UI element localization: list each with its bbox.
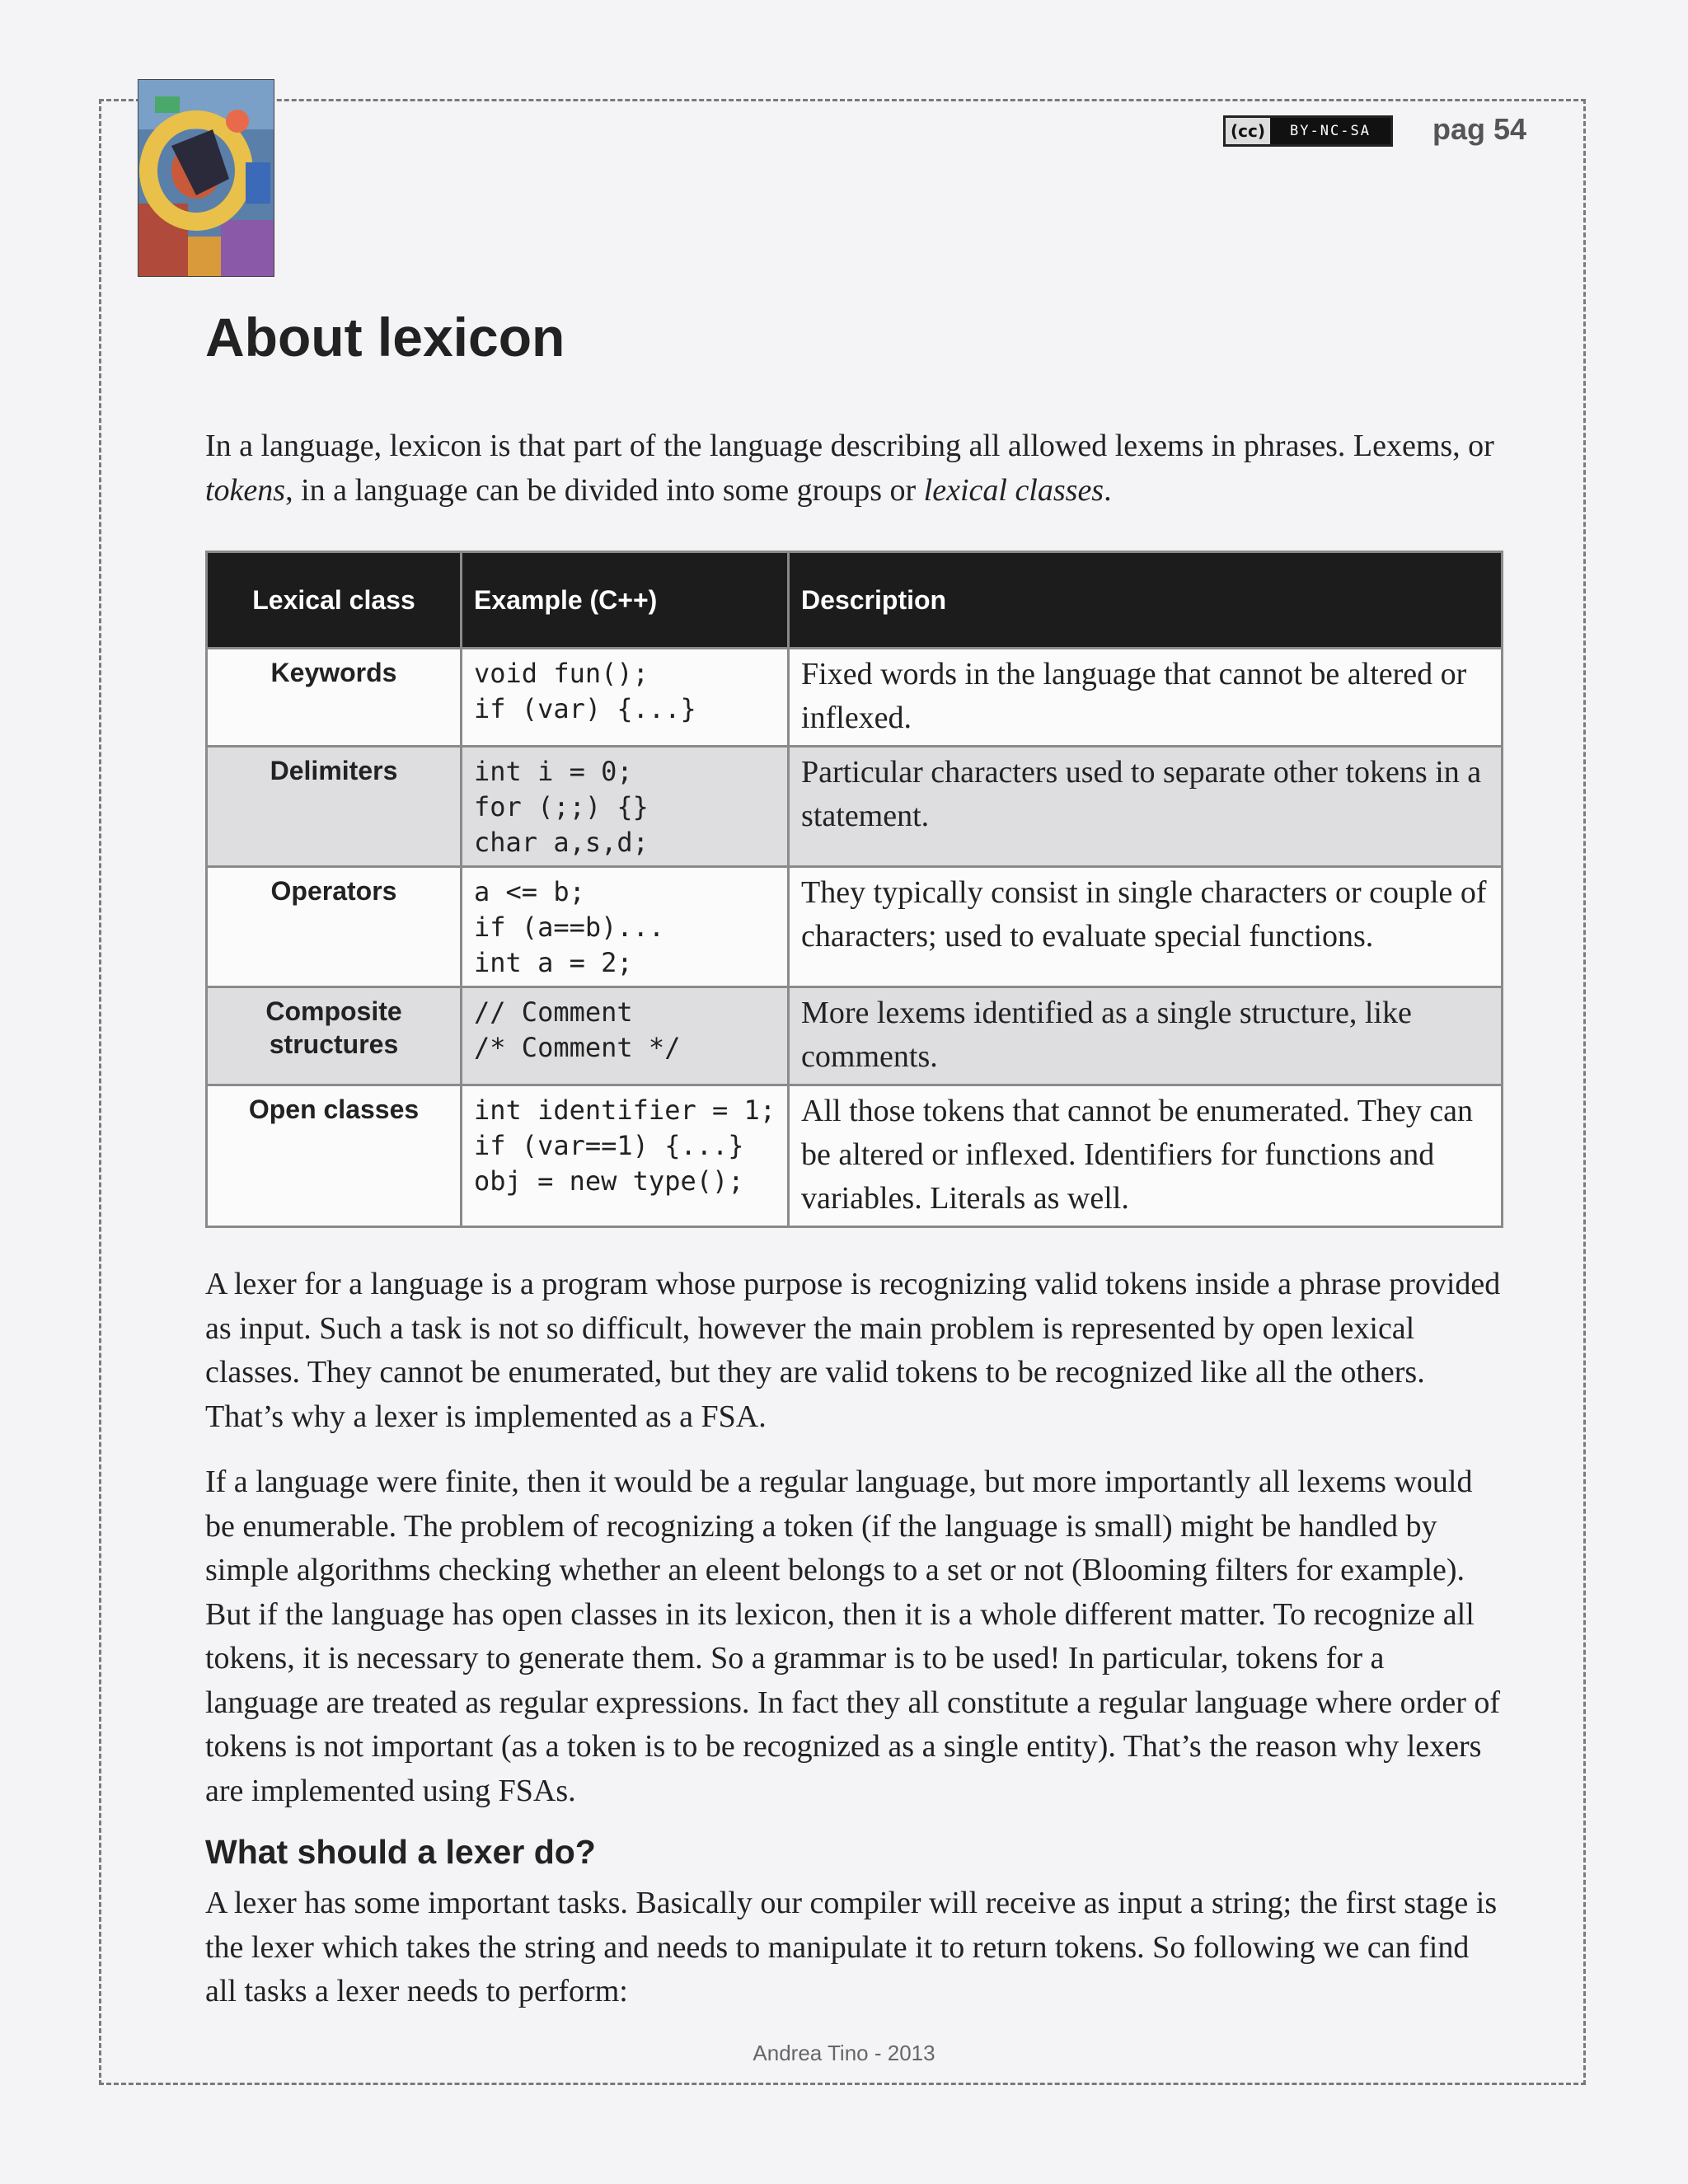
lexical-class-cell: Operators bbox=[207, 867, 462, 987]
description-cell: All those tokens that cannot be enumerated. They can be altered or inflexed. Identifiers for functions and variables. Literals as well. bbox=[789, 1085, 1503, 1227]
code-line: if (var==1) {...} bbox=[474, 1130, 744, 1162]
intro-text-1: In a language, lexicon is that part of the language describing all allowed lexems in phrases. Lexems, or bbox=[205, 429, 1494, 464]
license-badge[interactable] bbox=[1223, 115, 1393, 147]
page-footer: Andrea Tino - 2013 bbox=[753, 2041, 935, 2065]
lexer-paragraph: A lexer for a language is a program whose purpose is recognizing valid tokens inside a phrase provided as input. Such a task is not so difficult, however the main problem is represented by open lexical classes. They cannot be enumerated, but they are valid tokens to be recognized like all the others. That’s why a lexer is implemented as a FSA. bbox=[205, 1267, 1501, 1434]
lexical-class-table bbox=[205, 551, 1503, 1228]
code-line: a <= b; bbox=[474, 876, 585, 908]
finite-language-paragraph: If a language were finite, then it would be a regular language, but more importantly all lexems would be enumerable. The problem of recognizing a token (if the language is small) might be handled by simple algorithms checking whether an eleent belongs to a set or not (Blooming filters for example). But if the language has open classes in its lexicon, then it is a whole different matter. To recognize all tokens, it is necessary to generate them. So a grammar is to be used! In particular, tokens for a language are treated as regular expressions. In fact they all constitute a regular language where order of tokens is not important (as a token is to be recognized as a single entity). That’s the reason why lexers are implemented using FSAs. bbox=[205, 1465, 1501, 1808]
lexical-class-cell: Delimiters bbox=[207, 747, 462, 867]
code-line: void fun(); bbox=[474, 658, 649, 690]
column-header-example: Example (C++) bbox=[462, 552, 789, 649]
code-line: char a,s,d; bbox=[474, 827, 649, 859]
page-number: pag 54 bbox=[1432, 112, 1527, 146]
lexical-class-cell: Keywords bbox=[207, 649, 462, 747]
section-heading: What should a lexer do? bbox=[205, 1833, 596, 1872]
code-line: for (;;) {} bbox=[474, 791, 649, 823]
page-content bbox=[205, 305, 1503, 2014]
license-label: BY-NC-SA bbox=[1270, 118, 1390, 144]
table-row bbox=[207, 867, 1503, 987]
table-row bbox=[207, 1085, 1503, 1227]
section-paragraph: A lexer has some important tasks. Basically our compiler will receive as input a string; the first stage is the lexer which takes the string and needs to manipulate it to return tokens. So following we can find all tasks a lexer needs to perform: bbox=[205, 1886, 1498, 2009]
description-cell: More lexems identified as a single structure, like comments. bbox=[789, 987, 1503, 1085]
page-title: About lexicon bbox=[205, 307, 565, 368]
creative-commons-icon: (cc) bbox=[1226, 118, 1270, 144]
intro-emphasis-lexical-classes: lexical classes bbox=[923, 472, 1104, 508]
column-header-description: Description bbox=[789, 552, 1503, 649]
table-row bbox=[207, 987, 1503, 1085]
example-code-cell bbox=[462, 987, 789, 1085]
book-cover-thumbnail bbox=[138, 79, 274, 277]
lexical-class-cell: Composite structures bbox=[207, 987, 462, 1085]
description-cell: Fixed words in the language that cannot be altered or inflexed. bbox=[789, 649, 1503, 747]
code-line: if (var) {...} bbox=[474, 693, 696, 725]
example-code-cell bbox=[462, 747, 789, 867]
code-line: int i = 0; bbox=[474, 756, 633, 788]
table-row bbox=[207, 747, 1503, 867]
description-cell: Particular characters used to separate other tokens in a statement. bbox=[789, 747, 1503, 867]
description-cell: They typically consist in single characters or couple of characters; used to evaluate special functions. bbox=[789, 867, 1503, 987]
column-header-lexical-class: Lexical class bbox=[207, 552, 462, 649]
code-line: int identifier = 1; bbox=[474, 1094, 776, 1127]
example-code-cell bbox=[462, 1085, 789, 1227]
example-code-cell bbox=[462, 649, 789, 747]
intro-emphasis-tokens: tokens bbox=[205, 472, 286, 508]
table-row bbox=[207, 649, 1503, 747]
example-code-cell bbox=[462, 867, 789, 987]
code-line: obj = new type(); bbox=[474, 1165, 744, 1197]
intro-text-3: . bbox=[1104, 472, 1112, 508]
intro-paragraph bbox=[205, 424, 1503, 513]
code-line: /* Comment */ bbox=[474, 1032, 681, 1064]
code-line: // Comment bbox=[474, 996, 633, 1029]
intro-text-2: , in a language can be divided into some groups or bbox=[285, 472, 924, 508]
code-line: int a = 2; bbox=[474, 947, 633, 979]
code-line: if (a==b)... bbox=[474, 912, 665, 944]
table-header-row bbox=[207, 552, 1503, 649]
lexical-class-cell: Open classes bbox=[207, 1085, 462, 1227]
